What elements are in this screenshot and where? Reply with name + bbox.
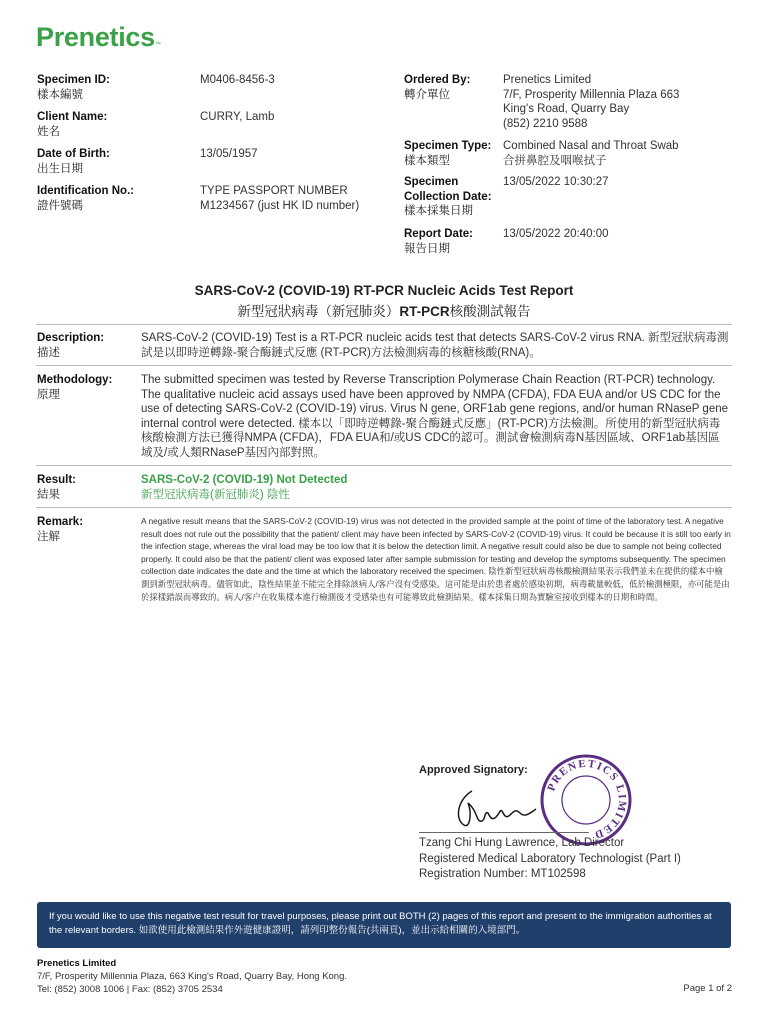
id-no-value [200, 184, 359, 213]
footer [37, 957, 347, 996]
specimen-type-label-en: Specimen Type: [404, 140, 492, 152]
client-name-label-en: Client Name: [37, 111, 108, 123]
result-label-zh: 結果 [37, 488, 60, 501]
specimen-type-value-en: Combined Nasal and Throat Swab [503, 140, 679, 152]
methodology-label [37, 373, 112, 402]
id-no-label-en: Identification No.: [37, 185, 135, 197]
ordered-by-label-en: Ordered By: [404, 74, 471, 86]
report-date-value: 13/05/2022 20:40:00 [503, 228, 609, 240]
remark-text: A negative result means that the SARS-CoV-2 (COVID-19) virus was not detected in the provided sample at the point of time of the laboratory test. A negative result does not rule out the possibility that the patient/ client may have been infected by SARS-CoV-2 (COVID-19) virus. It could be because it is still too early in the infection stage, whereas the viral load may be too low that it is below the detection limit. A negative result could also be due to sample not being collected properly. It could also be that the patient/ client was exposed later after sample submission for testing and develop the symptoms subsequently. The specimen collection date indicates the date and the time at which the laboratory received the specimen. 陰性新型冠狀病毒核酸檢測結果表示我們並未在提供的樣本中檢測到新型冠狀病毒。儘管如此，陰性結果並不能完全排除該病人/客户沒有受感染。這可能是由於患者處於感染初期，病毒載量較低，低於檢測極限，亦可能是由於採樣錯誤而導致的。病人/客户在收集樣本進行檢測後才受感染也有可能導致此檢測結果。樣本採集日期為實驗室接收到樣本的日期和時間。 [141, 516, 731, 602]
collection-date-label-2: Collection Date: [404, 190, 492, 203]
report-title-zh-part-2: RT-PCR [399, 304, 450, 319]
ordered-by-line-2: 7/F, Prosperity Millennia Plaza 663 [503, 88, 680, 101]
divider [36, 465, 732, 466]
specimen-type-value-zh: 合拼鼻腔及咽喉拭子 [503, 154, 607, 167]
signature-image [450, 775, 540, 835]
specimen-id-value: M0406-8456-3 [200, 74, 275, 86]
id-no-label [37, 184, 134, 213]
result-label-en: Result: [37, 474, 76, 486]
dob-value: 13/05/1957 [200, 148, 258, 160]
collection-date-label-zh: 樣本採集日期 [404, 205, 473, 217]
remark-label-en: Remark: [37, 516, 84, 528]
id-no-value-line-2: M1234567 (just HK ID number) [200, 199, 360, 212]
description-label-en: Description: [37, 332, 105, 344]
specimen-id-label-zh: 樣本編號 [37, 88, 83, 101]
travel-notice-banner: If you would like to use this negative test result for travel purposes, please print out BOTH (2) pages of this report and present to the immigration authorities at the relevant borders. 如欲使用此檢測結果作外遊健康證明，請列印整份報告(共兩頁)，並出示給相關的入境部門。 [37, 902, 731, 948]
svg-text:PRENETICS LIMITED [545, 758, 628, 841]
company-stamp [538, 752, 634, 848]
dob-label-zh: 出生日期 [37, 162, 83, 175]
methodology-label-en: Methodology: [37, 374, 113, 386]
specimen-id-label [37, 73, 110, 102]
signatory-details [419, 836, 681, 883]
report-title-zh-part-1: 新型冠狀病毒（新冠肺炎） [237, 304, 400, 319]
dob-label [37, 147, 110, 176]
report-title-en: SARS-CoV-2 (COVID-19) RT-PCR Nucleic Acids Test Report [194, 283, 574, 298]
divider [36, 507, 732, 508]
id-no-label-zh: 證件號碼 [37, 199, 83, 212]
ordered-by-line-3: King's Road, Quarry Bay [503, 103, 630, 115]
client-name-value: CURRY, Lamb [200, 111, 275, 123]
footer-contact: Tel: (852) 3008 1006 | Fax: (852) 3705 2534 [37, 984, 223, 995]
stamp-text: PRENETICS LIMITED [545, 757, 629, 842]
specimen-type-label-zh: 樣本類型 [404, 154, 450, 167]
ordered-by-value [503, 73, 679, 131]
specimen-type-label [404, 139, 491, 168]
ordered-by-label-zh: 轉介單位 [404, 88, 450, 101]
ordered-by-line-1: Prenetics Limited [503, 74, 592, 86]
report-date-label-zh: 報告日期 [404, 242, 450, 255]
specimen-type-value [503, 139, 679, 168]
trademark: ™ [154, 42, 161, 48]
report-date-label [404, 227, 473, 256]
ordered-by-line-4: (852) 2210 9588 [503, 117, 588, 130]
collection-date-label [404, 175, 492, 219]
signatory-registration: Registration Number: MT102598 [419, 868, 586, 880]
signatory-title: Registered Medical Laboratory Technologist (Part I) [419, 852, 681, 865]
description-text: SARS-CoV-2 (COVID-19) Test is a RT-PCR nucleic acids test that detects SARS-CoV-2 virus RNA. 新型冠狀病毒測試是以即時逆轉錄-聚合酶鏈式反應 (RT-PCR)方法檢測病毒的核糖核酸(RNA)。 [141, 332, 729, 359]
signature-line [419, 832, 589, 833]
divider [36, 324, 732, 325]
brand-name: Prenetics [36, 22, 155, 52]
result-label [37, 473, 76, 502]
ordered-by-label [404, 73, 470, 102]
client-name-label-zh: 姓名 [37, 125, 60, 138]
result-value-en: SARS-CoV-2 (COVID-19) Not Detected [141, 474, 348, 486]
client-name-label [37, 110, 107, 139]
dob-label-en: Date of Birth: [37, 148, 110, 160]
footer-address: 7/F, Prosperity Millennia Plaza, 663 King's Road, Quarry Bay, Hong Kong. [37, 971, 348, 982]
footer-company: Prenetics Limited [37, 958, 117, 969]
divider [36, 365, 732, 366]
description-label-zh: 描述 [37, 346, 60, 359]
report-title-zh [0, 300, 768, 320]
collection-date-label-1: Specimen [404, 176, 459, 188]
page-number: Page 1 of 2 [683, 983, 732, 994]
result-value-zh: 新型冠狀病毒(新冠肺炎) 陰性 [141, 488, 290, 501]
report-title-zh-part-3: 核酸測試報告 [449, 304, 531, 319]
methodology-text: The submitted specimen was tested by Reverse Transcription Polymerase Chain Reaction (RT-PCR) technology. The qualitative nucleic acid assays used have been approved by NMPA (CFDA), FDA EUA and/or US CDC for the use of detecting SARS-CoV-2 (COVID-19) virus. Virus N gene, ORF1ab gene regions, and/or human RNaseP gene internal control were detected. 樣本以「即時逆轉錄-聚合酶鏈式反應」(RT-PCR)方法檢測。所使用的新型冠狀病毒核酸檢測方法已獲得NMPA (CFDA)，FDA EUA和/或US CDC的認可。測試會檢測病毒N基因區域、ORF1ab基因區域及/或人類RNaseP基因內部對照。 [141, 374, 729, 459]
approved-signatory-label: Approved Signatory: [419, 764, 528, 776]
collection-date-value: 13/05/2022 10:30:27 [503, 176, 609, 188]
id-no-value-line-1: TYPE PASSPORT NUMBER [200, 185, 348, 197]
specimen-id-label-en: Specimen ID: [37, 74, 110, 86]
methodology-label-zh: 原理 [37, 388, 60, 401]
prenetics-logo [36, 22, 161, 53]
remark-label [37, 515, 83, 544]
description-label [37, 331, 104, 360]
result-value [141, 473, 731, 502]
report-date-label-en: Report Date: [404, 228, 474, 240]
remark-label-zh: 注解 [37, 530, 60, 543]
signatory-name: Tzang Chi Hung Lawrence, Lab Director [419, 837, 625, 849]
